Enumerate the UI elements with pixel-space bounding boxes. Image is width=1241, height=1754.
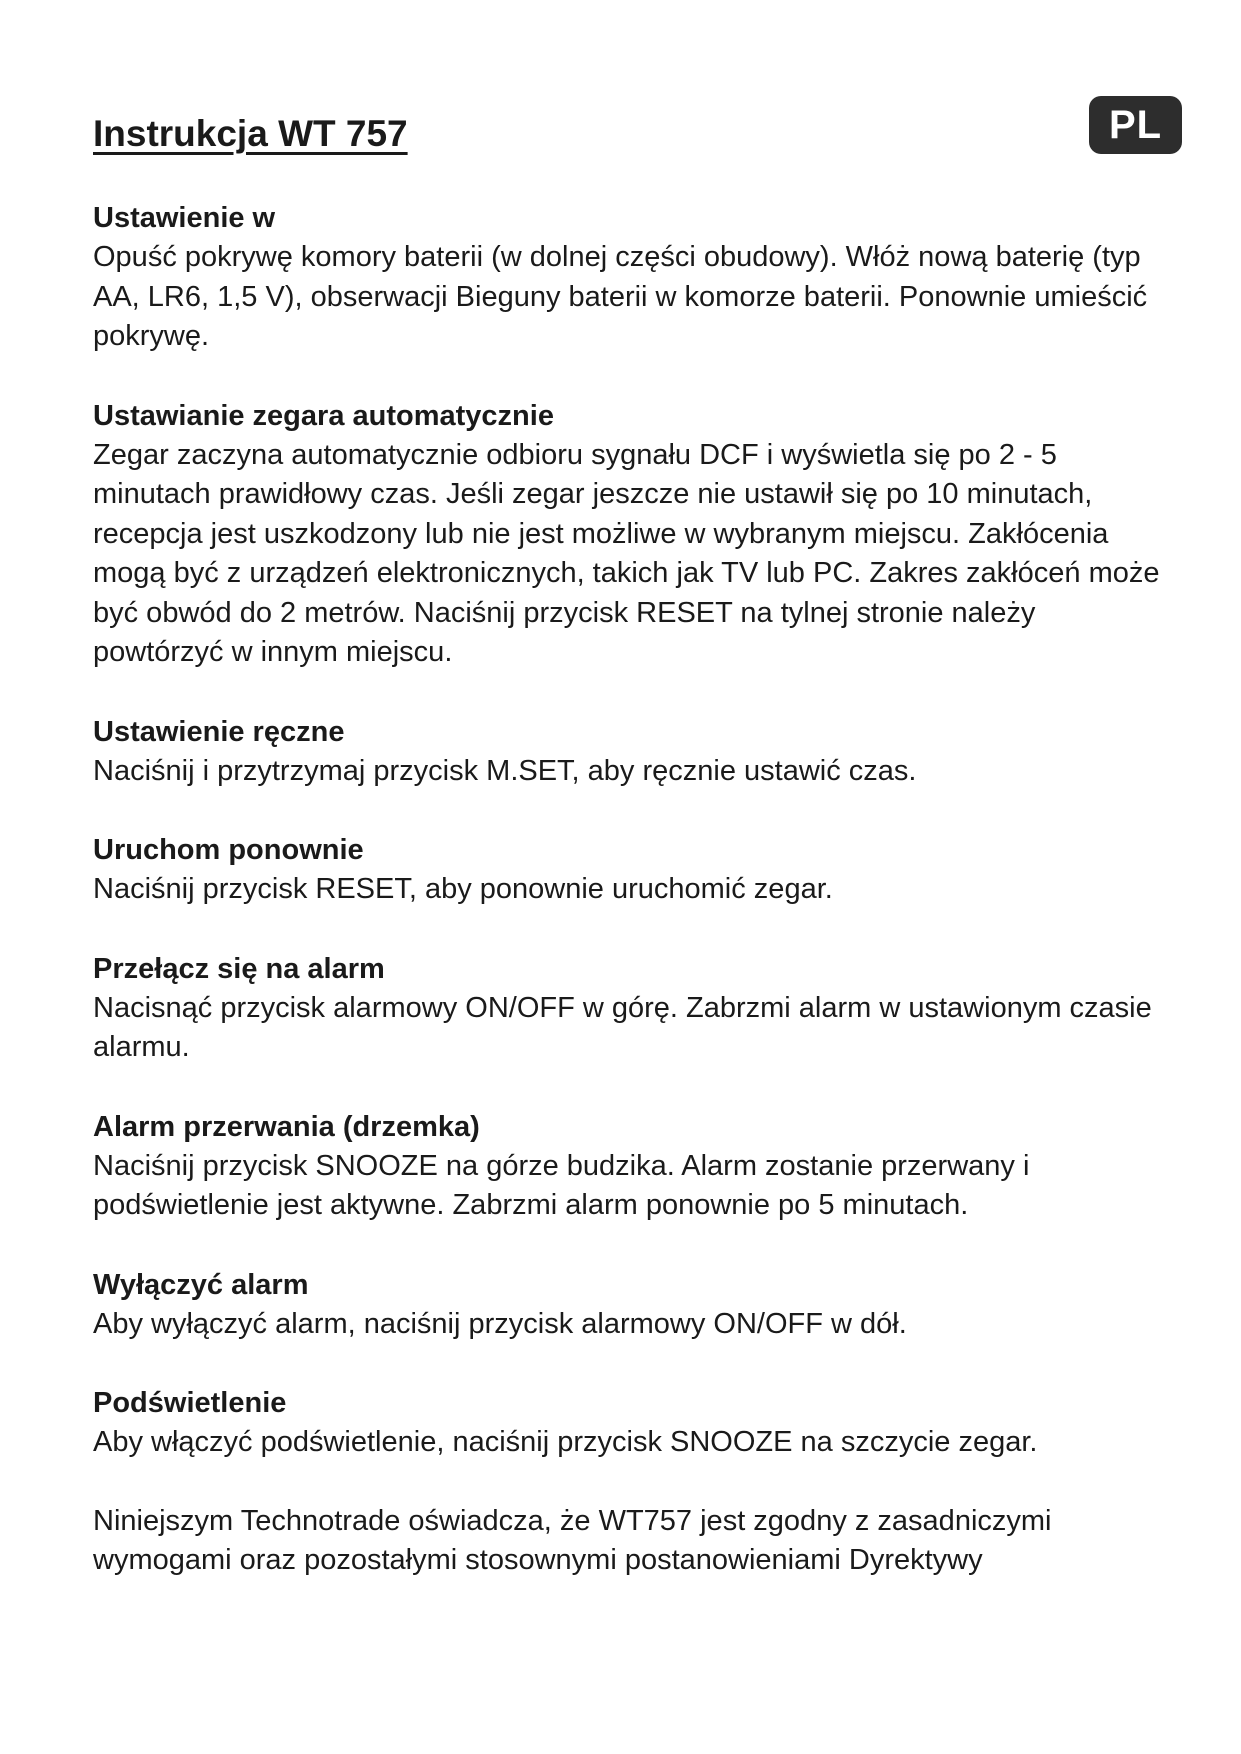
section-snooze <box>93 1107 1173 1226</box>
language-badge: PL <box>1089 96 1182 154</box>
section-heading: Przełącz się na alarm <box>93 952 385 985</box>
section-body: Naciśnij przycisk RESET, aby ponownie uruchomić zegar. <box>93 873 833 905</box>
section-auto-clock <box>93 396 1173 673</box>
section-heading: Podświetlenie <box>93 1387 287 1419</box>
page-title: Instrukcja WT 757 <box>93 113 408 154</box>
section-heading: Wyłączyć alarm <box>93 1268 309 1301</box>
section-heading: Alarm przerwania (drzemka) <box>93 1110 480 1143</box>
section-heading: Ustawianie zegara automatycznie <box>93 399 554 432</box>
section-alarm-off <box>93 1265 1173 1345</box>
section-battery <box>93 198 1173 357</box>
section-body: Opuść pokrywę komory baterii (w dolnej części obudowy). Włóż nową baterię (typ AA, LR6, 1,5 V), obserwacji Bieguny baterii w komorze baterii. Ponownie umieścić pokrywę. <box>93 241 1148 352</box>
section-heading: Uruchom ponownie <box>93 834 364 866</box>
section-body: Aby wyłączyć alarm, naciśnij przycisk alarmowy ON/OFF w dół. <box>93 1307 907 1340</box>
declaration-text: Niniejszym Technotrade oświadcza, że WT757 jest zgodny z zasadniczymi wymogami oraz pozostałymi stosownymi postanowieniami Dyrektywy <box>93 1504 1052 1576</box>
section-body: Naciśnij i przytrzymaj przycisk M.SET, aby ręcznie ustawić czas. <box>93 754 917 787</box>
section-alarm-on <box>93 949 1173 1068</box>
section-restart <box>93 830 1173 910</box>
section-manual-setting <box>93 712 1173 792</box>
section-heading: Ustawienie ręczne <box>93 715 345 748</box>
section-backlight <box>93 1383 1173 1463</box>
section-body: Aby włączyć podświetlenie, naciśnij przycisk SNOOZE na szczycie zegar. <box>93 1426 1038 1458</box>
section-body: Zegar zaczyna automatycznie odbioru sygnału DCF i wyświetla się po 2 - 5 minutach prawidłowy czas. Jeśli zegar jeszcze nie ustawił się po 10 minutach, recepcja jest uszkodzony lub nie jest możliwe w wybranym miejscu. Zakłócenia mogą być z urządzeń elektronicznych, takich jak TV lub PC. Zakres zakłóceń może być obwód do 2 metrów. Naciśnij przycisk RESET na tylnej stronie należy powtórzyć w innym miejscu. <box>93 438 1160 668</box>
section-body: Nacisnąć przycisk alarmowy ON/OFF w górę. Zabrzmi alarm w ustawionym czasie alarmu. <box>93 991 1152 1063</box>
document-page <box>93 108 1173 1581</box>
section-heading: Ustawienie w <box>93 202 276 234</box>
section-body: Naciśnij przycisk SNOOZE na górze budzika. Alarm zostanie przerwany i podświetlenie jest aktywne. Zabrzmi alarm ponownie po 5 minutach. <box>93 1149 1030 1221</box>
